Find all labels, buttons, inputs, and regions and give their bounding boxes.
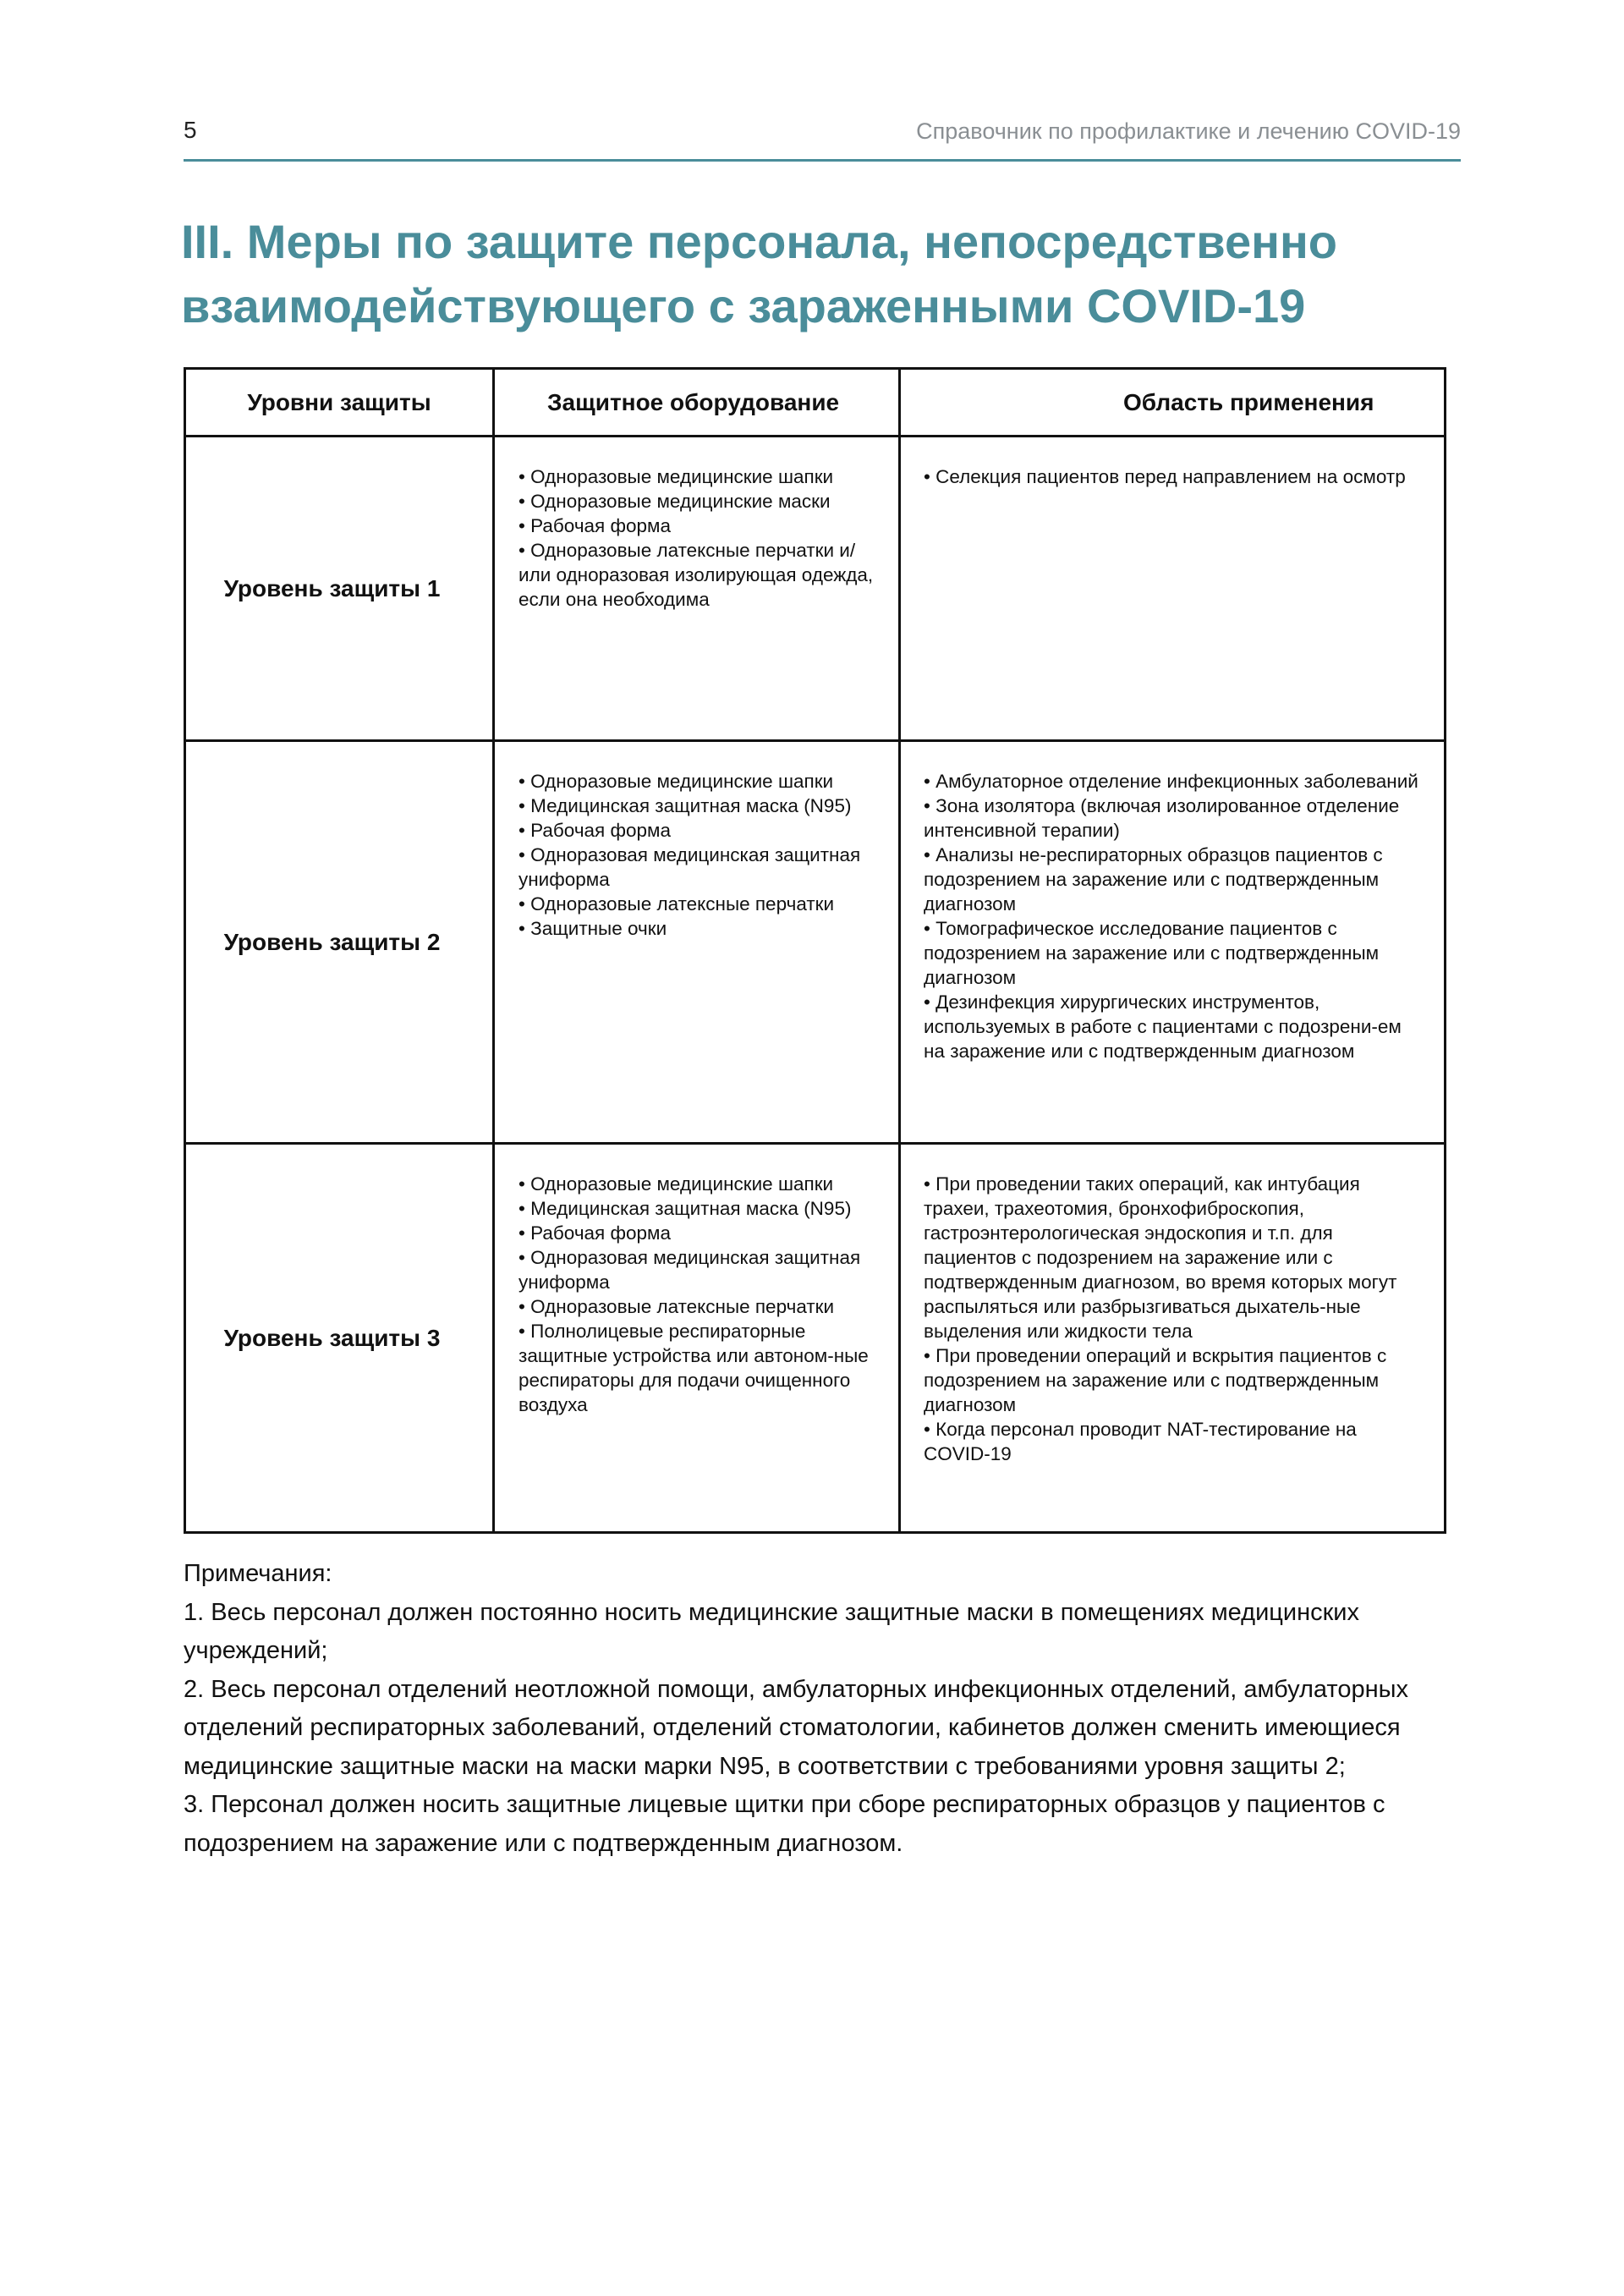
protection-levels-table <box>184 367 1446 1534</box>
list-item: • Защитные очки <box>518 916 875 941</box>
page-header <box>184 117 1461 159</box>
notes-section <box>184 1555 1461 1863</box>
list-item: • Одноразовые латексные перчатки и/или одноразовая изолирующая одежда, если она необходима <box>518 538 875 612</box>
list-item: • Одноразовая медицинская защитная униформа <box>518 843 875 892</box>
section-title: III. Меры по защите персонала, непосредственно взаимодействующего с зараженными COVID-19 <box>181 215 1337 332</box>
page-number: 5 <box>184 117 197 143</box>
list-item: • Зона изолятора (включая изолированное отделение интенсивной терапии) <box>924 794 1424 843</box>
level-cell: Уровень защиты 2 <box>185 741 494 1144</box>
list-item: • Полнолицевые респираторные защитные устройства или автоном-ные респираторы для подачи очищенного воздуха <box>518 1319 875 1417</box>
list-item: • Медицинская защитная маска (N95) <box>518 794 875 818</box>
list-item: • Анализы не-респираторных образцов пациентов с подозрением на заражение или с подтвержденным диагнозом <box>924 843 1424 916</box>
level-cell: Уровень защиты 3 <box>185 1144 494 1533</box>
list-item: • Рабочая форма <box>518 514 875 538</box>
list-item: • Селекция пациентов перед направлением на осмотр <box>924 464 1424 489</box>
list-item: • Когда персонал проводит NAT-тестирование на COVID-19 <box>924 1417 1424 1466</box>
table-row <box>185 437 1446 741</box>
header-divider <box>184 159 1461 162</box>
column-header-equipment: Защитное оборудование <box>494 369 900 437</box>
application-cell <box>900 1144 1446 1533</box>
list-item: • При проведении таких операций, как интубация трахеи, трахеотомия, бронхофиброскопия, гастроэнтерологическая эндоскопия и т.п. для пациентов с подозрением на заражение или с подтвержденным диагнозом, во время которых могут распыляться или разбрызгиваться дыхатель-ные выделения или жидкости тела <box>924 1172 1424 1343</box>
list-item: • Амбулаторное отделение инфекционных заболеваний <box>924 769 1424 794</box>
column-header-application: Область применения <box>900 369 1446 437</box>
list-item: • Одноразовые медицинские шапки <box>518 1172 875 1196</box>
table-header-row <box>185 369 1446 437</box>
list-item: • При проведении операций и вскрытия пациентов с подозрением на заражение или с подтвержденным диагнозом <box>924 1343 1424 1417</box>
running-title: Справочник по профилактике и лечению COVID-19 <box>916 118 1461 144</box>
list-item: • Одноразовые латексные перчатки <box>518 892 875 916</box>
equipment-cell <box>494 1144 900 1533</box>
level-cell: Уровень защиты 1 <box>185 437 494 741</box>
list-item: • Дезинфекция хирургических инструментов, используемых в работе с пациентами с подозрени-ем на заражение или с подтвержденным диагнозом <box>924 990 1424 1063</box>
list-item: • Томографическое исследование пациентов с подозрением на заражение или с подтвержденным диагнозом <box>924 916 1424 990</box>
note-item: 1. Весь персонал должен постоянно носить медицинские защитные маски в помещениях медицинских учреждений; <box>184 1598 1360 1664</box>
note-item: 2. Весь персонал отделений неотложной помощи, амбулаторных инфекционных отделений, амбулаторных отделений респираторных заболеваний, отделений стоматологии, кабинетов должен сменить имеющиеся медицинские защитные маски на маски марки N95, в соответствии с требованиями уровня защиты 2; <box>184 1675 1408 1780</box>
application-cell <box>900 741 1446 1144</box>
list-item: • Одноразовые медицинские шапки <box>518 464 875 489</box>
application-cell <box>900 437 1446 741</box>
list-item: • Рабочая форма <box>518 818 875 843</box>
list-item: • Одноразовая медицинская защитная униформа <box>518 1245 875 1294</box>
note-item: 3. Персонал должен носить защитные лицевые щитки при сборе респираторных образцов у пациентов с подозрением на заражение или с подтвержденным диагнозом. <box>184 1791 1385 1857</box>
column-header-levels: Уровни защиты <box>185 369 494 437</box>
equipment-cell <box>494 437 900 741</box>
list-item: • Рабочая форма <box>518 1221 875 1245</box>
table-row <box>185 1144 1446 1533</box>
table-row <box>185 741 1446 1144</box>
list-item: • Одноразовые медицинские маски <box>518 489 875 514</box>
list-item: • Медицинская защитная маска (N95) <box>518 1196 875 1221</box>
list-item: • Одноразовые медицинские шапки <box>518 769 875 794</box>
equipment-cell <box>494 741 900 1144</box>
notes-heading: Примечания: <box>184 1560 332 1587</box>
list-item: • Одноразовые латексные перчатки <box>518 1294 875 1319</box>
